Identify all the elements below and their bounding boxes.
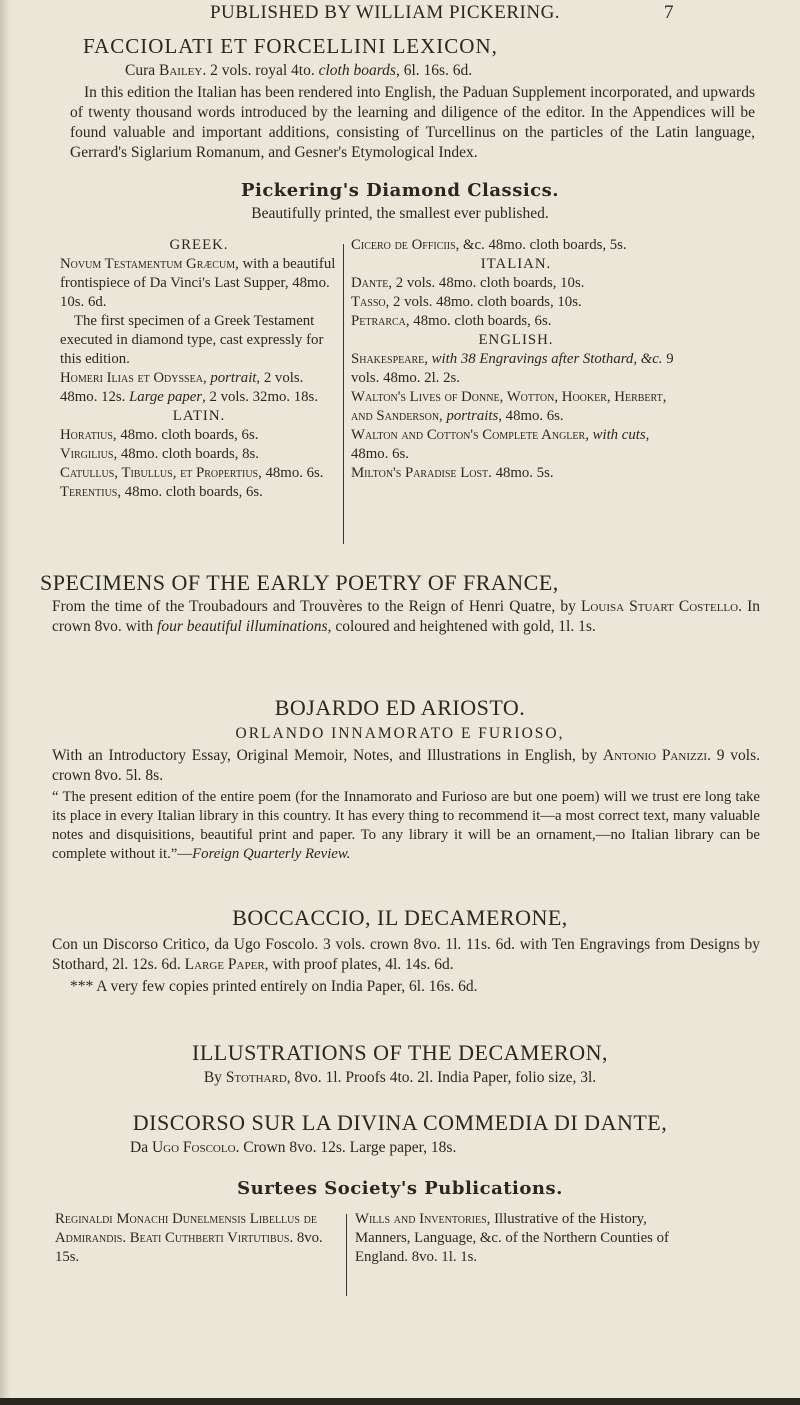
bojardo-review-quote: “ The present edition of the entire poem (for the Innamorato and Furioso are but one poem) will we trust ere long take its place in every Italian library in this country. It has every thing to recommend it—a most correct text, many valuable notes and disquisitions, beautiful print and paper. To any library it will be an ornament,—no Italian library can be complete without it.”—Foreign Quarterly Review. bbox=[52, 789, 760, 862]
surtees-heading-block bbox=[50, 1178, 750, 1199]
facciolati-title: FACCIOLATI ET FORCELLINI LEXICON, bbox=[83, 34, 498, 58]
facciolati-cura: Cura Bailey. 2 vols. royal 4to. cloth boards, 6l. 16s. 6d. bbox=[125, 62, 473, 79]
boccaccio-title: BOCCACCIO, IL DECAMERONE, bbox=[232, 905, 568, 930]
tasso-entry: Tasso, 2 vols. 48mo. cloth boards, 10s. bbox=[351, 294, 582, 310]
paradise-lost-entry: Milton's Paradise Lost. 48mo. 5s. bbox=[351, 465, 554, 481]
column-divider bbox=[343, 244, 344, 544]
boccaccio-india-paper-note: *** A very few copies printed entirely on India Paper, 6l. 16s. 6d. bbox=[70, 978, 478, 995]
discorso-title: DISCORSO SUR LA DIVINA COMMEDIA DI DANTE, bbox=[132, 1110, 668, 1135]
specimens-entry bbox=[40, 570, 760, 637]
specimens-title: SPECIMENS OF THE EARLY POETRY OF FRANCE, bbox=[40, 570, 559, 595]
page-gutter-shadow bbox=[0, 0, 10, 1405]
bojardo-subtitle: ORLANDO INNAMORATO E FURIOSO, bbox=[235, 725, 565, 742]
surtees-heading: Surtees Society's Publications. bbox=[237, 1178, 563, 1199]
diamond-classics-heading: Pickering's Diamond Classics. bbox=[240, 180, 560, 201]
diamond-left-column bbox=[60, 236, 338, 502]
discorso-description: Da Ugo Foscolo. Crown 8vo. 12s. Large paper, 18s. bbox=[130, 1139, 457, 1156]
boccaccio-description: Con un Discorso Critico, da Ugo Foscolo. 3 vols. crown 8vo. 1l. 11s. 6d. with Ten Engravings from Designs by Stothard, 2l. 12s. 6d. Large Paper, with proof plates, 4l. 14s. 6d. bbox=[52, 936, 760, 973]
surtees-columns bbox=[55, 1210, 765, 1310]
illustrations-entry bbox=[40, 1040, 760, 1088]
walton-lives-entry: Walton's Lives of Donne, Wotton, Hooker, Herbert, and Sanderson, portraits, 48mo. 6s. bbox=[351, 389, 667, 424]
dante-entry: Dante, 2 vols. 48mo. cloth boards, 10s. bbox=[351, 275, 585, 291]
illustrations-title: ILLUSTRATIONS OF THE DECAMERON, bbox=[192, 1040, 608, 1065]
boccaccio-entry bbox=[40, 905, 760, 997]
shakespeare-entry: Shakespeare, with 38 Engravings after Stothard, &c. 9 vols. 48mo. 2l. 2s. bbox=[351, 351, 674, 386]
diamond-classics-columns bbox=[60, 236, 760, 546]
bojardo-title: BOJARDO ED ARIOSTO. bbox=[274, 695, 526, 720]
latin-heading: LATIN. bbox=[172, 408, 226, 424]
illustrations-description: By Stothard, 8vo. 1l. Proofs 4to. 2l. India Paper, folio size, 3l. bbox=[203, 1069, 597, 1086]
surtees-right-column bbox=[355, 1210, 685, 1267]
greek-heading: GREEK. bbox=[169, 237, 229, 253]
running-head: PUBLISHED BY WILLIAM PICKERING. bbox=[209, 2, 561, 23]
italian-heading: ITALIAN. bbox=[480, 256, 552, 272]
specimens-description: From the time of the Troubadours and Trouvères to the Reign of Henri Quatre, by Louisa Stuart Costello. In crown 8vo. with four beautiful illuminations, coloured and heightened with gold, 1l. 1s. bbox=[52, 598, 760, 635]
discorso-entry bbox=[40, 1110, 760, 1158]
wills-inventories-entry: Wills and Inventories, Illustrative of the History, Manners, Language, &c. of the Northern Counties of England. 8vo. 1l. 1s. bbox=[355, 1211, 669, 1265]
reginaldi-entry: Reginaldi Monachi Dunelmensis Libellus de Admirandis. Beati Cuthberti Virtutibus. 8vo. 15s. bbox=[55, 1211, 323, 1265]
surtees-left-column bbox=[55, 1210, 337, 1267]
diamond-classics-heading-block bbox=[50, 180, 750, 224]
petrarca-entry: Petrarca, 48mo. cloth boards, 6s. bbox=[351, 313, 552, 329]
virgilius-entry: Virgilius, 48mo. cloth boards, 8s. bbox=[60, 446, 259, 462]
facciolati-entry bbox=[55, 34, 755, 163]
horatius-entry: Horatius, 48mo. cloth boards, 6s. bbox=[60, 427, 259, 443]
diamond-right-column bbox=[351, 236, 681, 483]
complete-angler-entry: Walton and Cotton's Complete Angler, with cuts, 48mo. 6s. bbox=[351, 427, 650, 462]
catullus-entry: Catullus, Tibullus, et Propertius, 48mo. 6s. bbox=[60, 465, 324, 481]
bojardo-description: With an Introductory Essay, Original Memoir, Notes, and Illustrations in English, by Antonio Panizzi. 9 vols. crown 8vo. 5l. 8s. bbox=[52, 747, 760, 784]
novum-testamentum-entry: Novum Testamentum Græcum, with a beautiful frontispiece of Da Vinci's Last Supper, 48mo. 10s. 6d. bbox=[60, 256, 336, 310]
facciolati-description: In this edition the Italian has been rendered into English, the Paduan Supplement incorporated, and upwards of twenty thousand words introduced by the learning and diligence of the editor. In the Appendices will be found valuable and important additions, consisting of Turcellinus on the particles of the Latin language, Gerrard's Siglarium Romanum, and Gesner's Etymological Index. bbox=[70, 84, 755, 161]
terentius-entry: Terentius, 48mo. cloth boards, 6s. bbox=[60, 484, 263, 500]
cicero-entry: Cicero de Officiis, &c. 48mo. cloth boards, 5s. bbox=[351, 237, 627, 253]
novum-testamentum-note: The first specimen of a Greek Testament executed in diamond type, cast expressly for this edition. bbox=[60, 313, 324, 367]
diamond-classics-subheading: Beautifully printed, the smallest ever published. bbox=[251, 205, 549, 222]
homeri-entry: Homeri Ilias et Odyssea, portrait, 2 vols. 48mo. 12s. Large paper, 2 vols. 32mo. 18s. bbox=[60, 370, 319, 405]
page-bottom-edge bbox=[0, 1398, 800, 1405]
bojardo-entry bbox=[40, 695, 760, 864]
surtees-column-divider bbox=[346, 1214, 347, 1296]
english-heading: ENGLISH. bbox=[478, 332, 554, 348]
page-number: 7 bbox=[664, 2, 674, 23]
